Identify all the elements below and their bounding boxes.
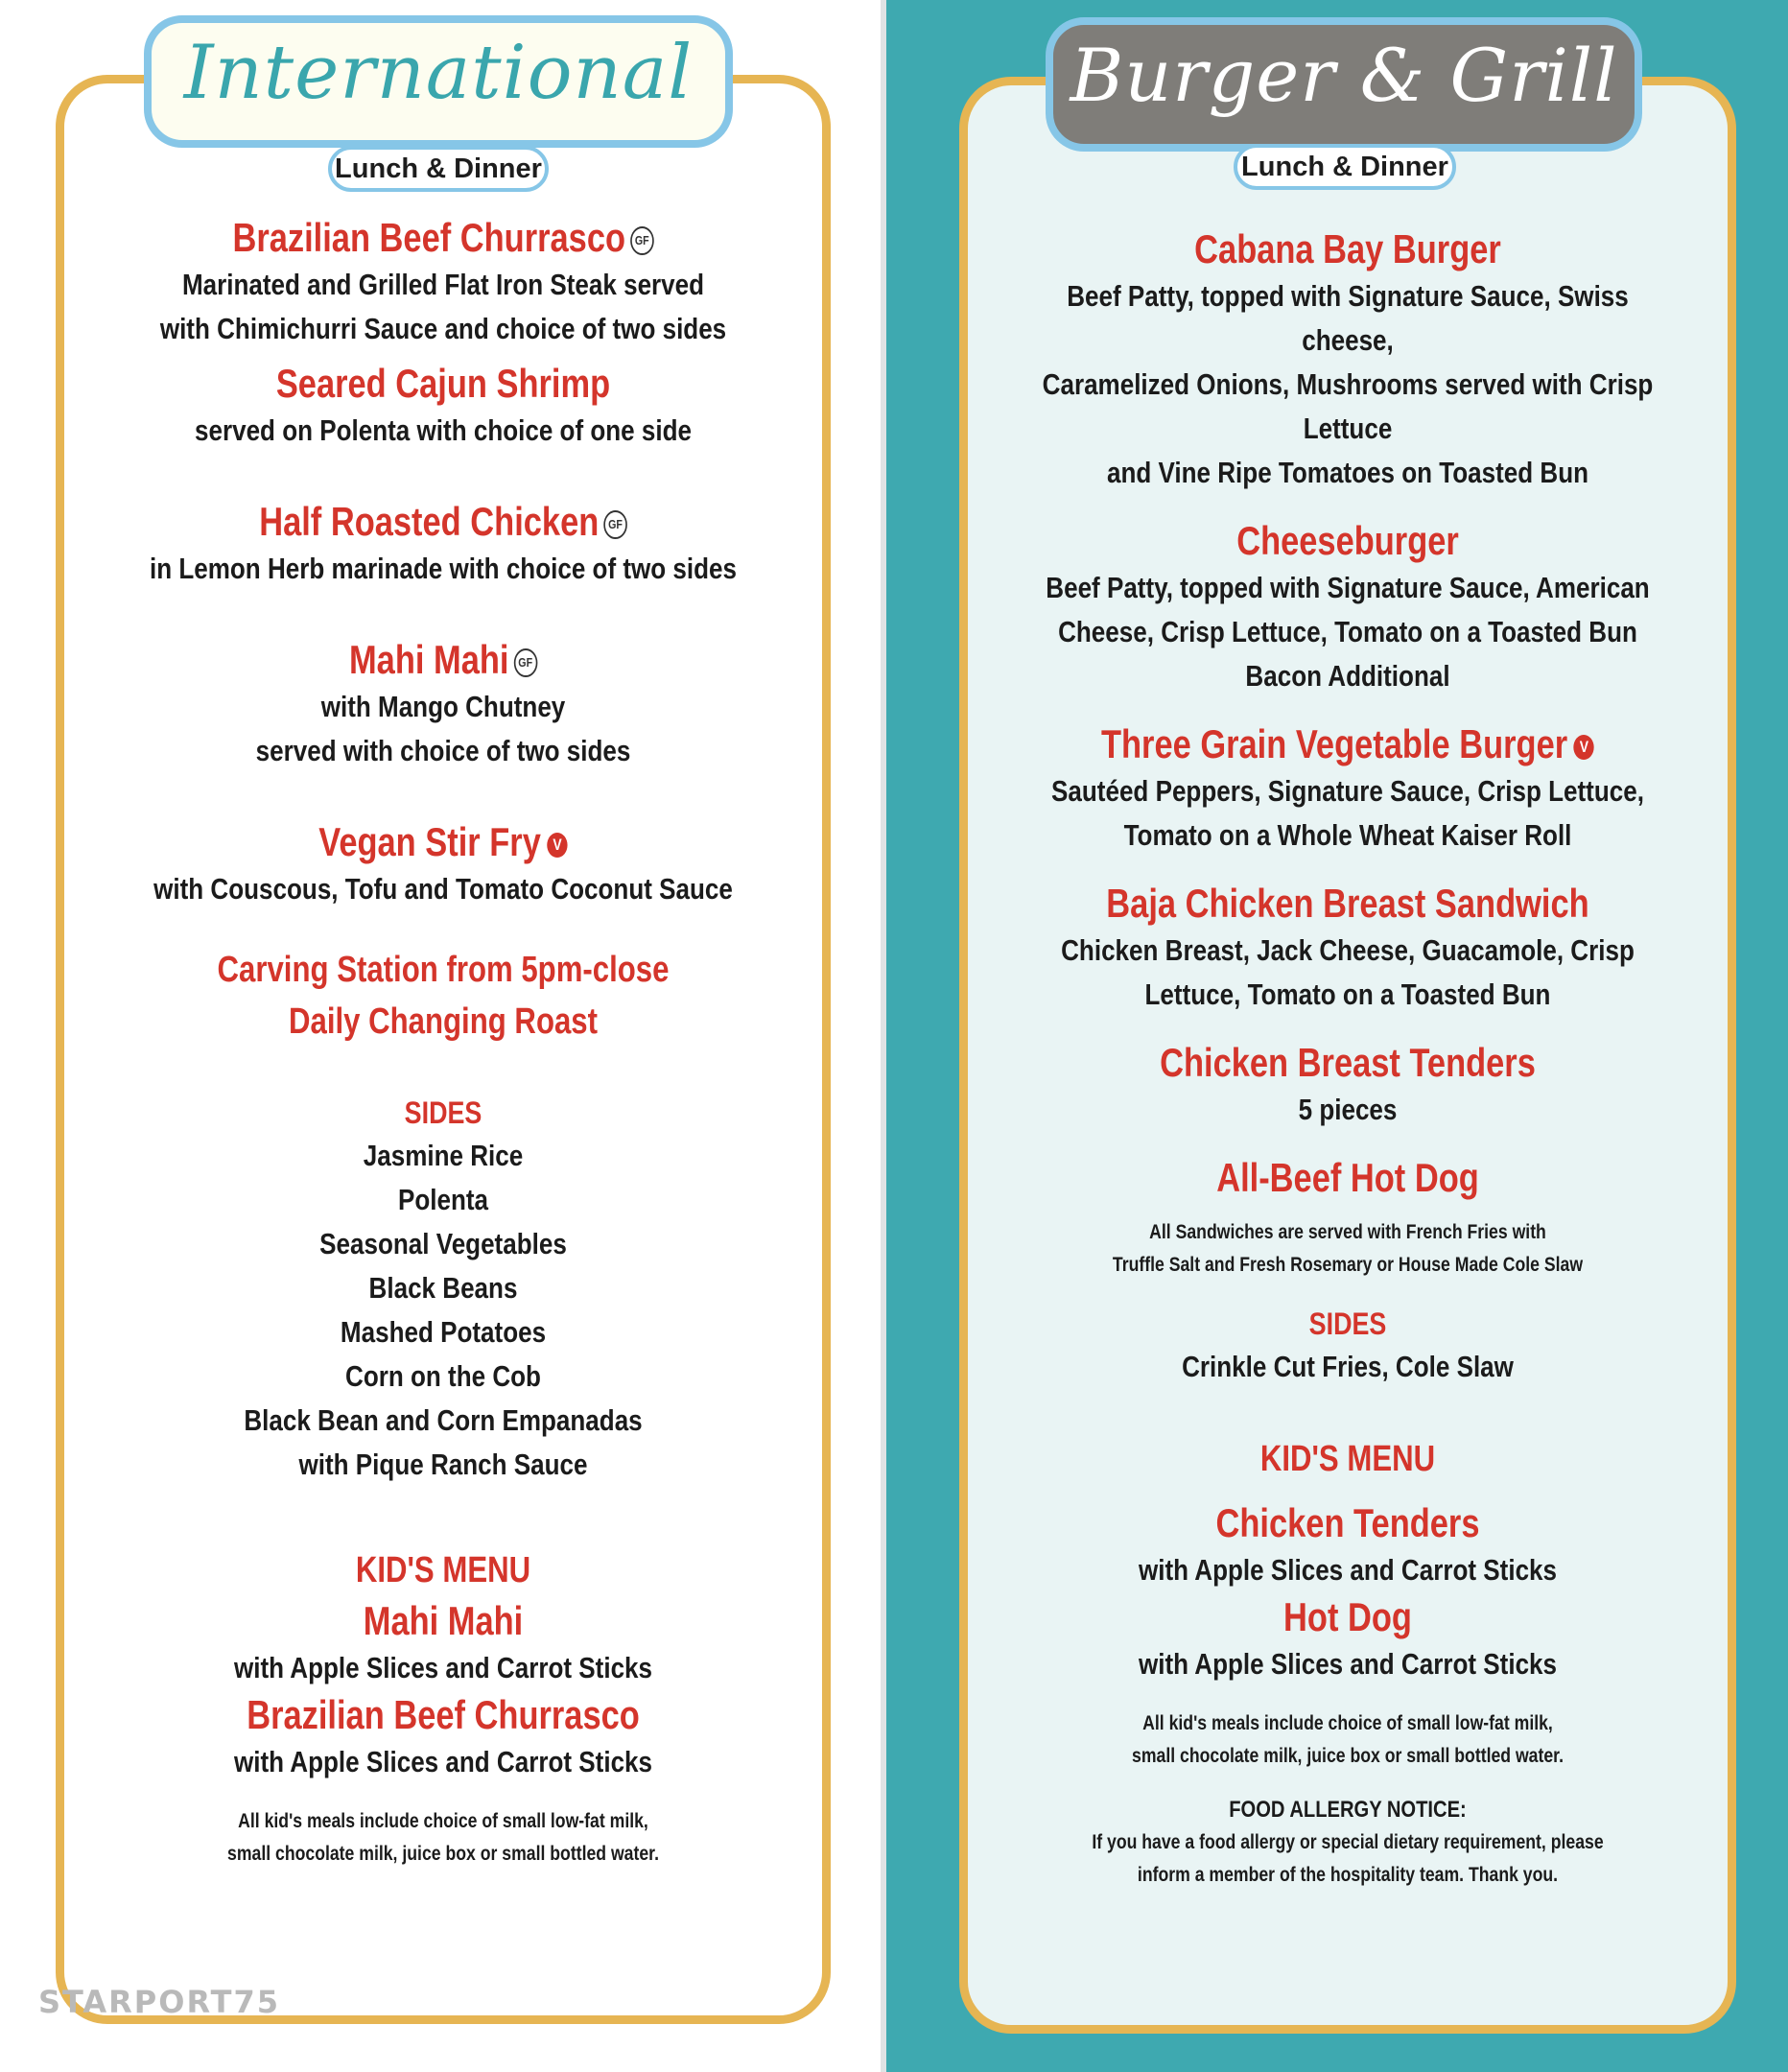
- kids-meal-note: small chocolate milk, juice box or small bottled water.: [227, 1843, 659, 1865]
- menu-item-desc: Sautéed Peppers, Signature Sauce, Crisp Lettuce,: [1051, 774, 1644, 808]
- menu-item-name: Half Roasted Chicken GF: [135, 497, 752, 547]
- side-item: Jasmine Rice: [363, 1139, 524, 1172]
- menu-item-name: Seared Cajun Shrimp: [275, 361, 611, 406]
- gluten-free-icon: GF: [603, 510, 627, 539]
- menu-item-desc: with Couscous, Tofu and Tomato Coconut Sauce: [153, 872, 733, 906]
- menu-item-name: Baja Chicken Breast Sandwich: [1106, 881, 1589, 926]
- allergy-text: If you have a food allergy or special dietary requirement, please: [1092, 1831, 1604, 1853]
- kids-item-name: Hot Dog: [1283, 1594, 1412, 1639]
- kids-item-name: Chicken Tenders: [1215, 1500, 1480, 1545]
- allergy-heading: FOOD ALLERGY NOTICE:: [1229, 1797, 1467, 1823]
- side-item: Black Beans: [368, 1271, 518, 1305]
- gluten-free-icon: GF: [630, 226, 654, 255]
- watermark: STARPORT75: [38, 1984, 281, 2020]
- kids-item-name: Mahi Mahi: [363, 1598, 524, 1643]
- menu-item-desc: Bacon Additional: [1245, 659, 1450, 693]
- page-fold: [881, 0, 886, 2072]
- vegan-icon: V: [547, 833, 567, 858]
- menu-item-desc: Beef Patty, topped with Signature Sauce, Swiss cheese,: [1067, 279, 1629, 357]
- menu-item-name: Chicken Breast Tenders: [1160, 1040, 1536, 1085]
- kids-item-desc: with Apple Slices and Carrot Sticks: [233, 1745, 653, 1778]
- menu-item-desc: Cheese, Crisp Lettuce, Tomato on a Toasted Bun: [1058, 615, 1637, 648]
- kids-menu-heading: KID'S MENU: [355, 1550, 531, 1590]
- side-item: with Pique Ranch Sauce: [298, 1448, 588, 1481]
- menu-item-desc: Lettuce, Tomato on a Toasted Bun: [1144, 977, 1551, 1011]
- menu-item-desc: with Mango Chutney: [320, 690, 566, 723]
- menu-item-name: Cheeseburger: [1236, 518, 1459, 563]
- menu-item-name: Cabana Bay Burger: [1194, 226, 1501, 271]
- kids-menu-heading: KID'S MENU: [1259, 1439, 1436, 1479]
- burger-grill-title: Burger & Grill: [1070, 32, 1618, 118]
- burger-grill-title-banner: [1046, 17, 1642, 152]
- sides-heading: SIDES: [1308, 1307, 1387, 1341]
- menu-item-desc: Chicken Breast, Jack Cheese, Guacamole, Crisp: [1061, 933, 1635, 967]
- menu-item-name: Mahi Mahi GF: [135, 635, 752, 685]
- international-title: International: [183, 30, 694, 116]
- kids-meal-note: All kid's meals include choice of small low-fat milk,: [1142, 1712, 1553, 1734]
- menu-item-name: Three Grain Vegetable Burger V: [1039, 719, 1658, 769]
- allergy-text: inform a member of the hospitality team. Thank you.: [1137, 1864, 1559, 1886]
- menu-item-desc: Tomato on a Whole Wheat Kaiser Roll: [1123, 818, 1572, 852]
- kids-item-desc: with Apple Slices and Carrot Sticks: [1138, 1647, 1558, 1681]
- menu-item-desc: with Chimichurri Sauce and choice of two sides: [159, 312, 727, 345]
- vegan-icon: V: [1574, 735, 1594, 760]
- international-menu-content: [67, 213, 819, 1871]
- side-items: Crinkle Cut Fries, Cole Slaw: [1182, 1350, 1514, 1383]
- kids-meal-note: All kid's meals include choice of small low-fat milk,: [238, 1810, 648, 1832]
- menu-item-desc: served on Polenta with choice of one side: [194, 413, 693, 447]
- menu-item-name: All-Beef Hot Dog: [1216, 1155, 1479, 1200]
- menu-item-desc: Caramelized Onions, Mushrooms served with Crisp Lettuce: [1042, 367, 1654, 445]
- menu-item-desc: 5 pieces: [1298, 1093, 1398, 1126]
- side-item: Corn on the Cob: [345, 1359, 541, 1393]
- menu-item-desc: in Lemon Herb marinade with choice of two sides: [149, 552, 738, 585]
- menu-item-desc: and Vine Ripe Tomatoes on Toasted Bun: [1106, 456, 1589, 489]
- kids-item-name: Brazilian Beef Churrasco: [247, 1692, 640, 1737]
- international-subtitle: Lunch & Dinner: [328, 146, 549, 192]
- sandwich-note: All Sandwiches are served with French Fries with: [1149, 1221, 1546, 1243]
- sides-heading: SIDES: [404, 1095, 482, 1130]
- side-item: Seasonal Vegetables: [319, 1227, 567, 1260]
- menu-item-name: Vegan Stir Fry V: [135, 817, 752, 867]
- burger-grill-menu-content: [971, 224, 1725, 1892]
- menu-item-desc: Beef Patty, topped with Signature Sauce, American: [1046, 571, 1650, 604]
- menu-item-name: Brazilian Beef Churrasco GF: [135, 213, 752, 263]
- kids-meal-note: small chocolate milk, juice box or small bottled water.: [1132, 1745, 1564, 1767]
- menu-item-desc: Marinated and Grilled Flat Iron Steak served: [181, 268, 705, 301]
- carving-station-line: Daily Changing Roast: [288, 1001, 599, 1042]
- side-item: Mashed Potatoes: [340, 1315, 547, 1349]
- kids-item-desc: with Apple Slices and Carrot Sticks: [1138, 1553, 1558, 1587]
- burger-grill-subtitle: Lunch & Dinner: [1234, 144, 1456, 190]
- menu-item-desc: served with choice of two sides: [255, 734, 631, 767]
- sandwich-note: Truffle Salt and Fresh Rosemary or House Made Cole Slaw: [1112, 1254, 1584, 1276]
- international-title-banner: [144, 15, 733, 148]
- carving-station-line: Carving Station from 5pm-close: [217, 950, 670, 990]
- kids-item-desc: with Apple Slices and Carrot Sticks: [233, 1651, 653, 1684]
- gluten-free-icon: GF: [513, 648, 537, 677]
- side-item: Black Bean and Corn Empanadas: [244, 1403, 643, 1437]
- side-item: Polenta: [397, 1183, 489, 1216]
